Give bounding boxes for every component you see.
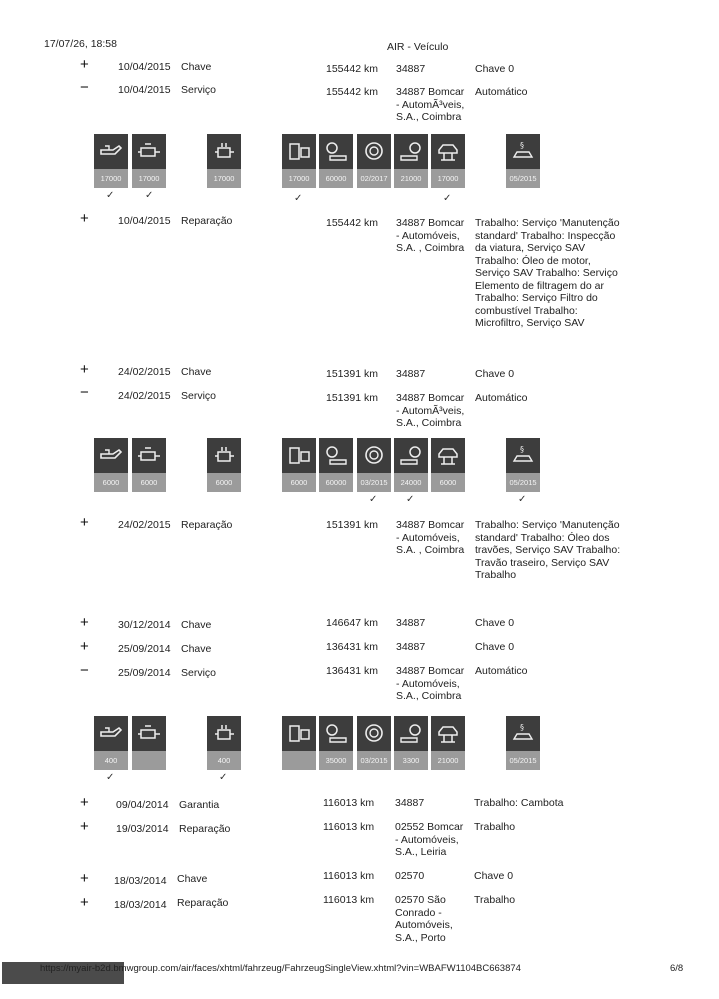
tile-value: 17000 [207,169,241,188]
tile-value: 05/2015 [506,473,540,492]
row-dealer: 02570 São Conrado - Automóveis, S.A., Porto [395,894,453,944]
fuel-pump-icon [282,438,316,472]
expand-toggle[interactable]: + [80,514,89,531]
svg-text:§: § [520,141,524,150]
service-tile-lift [431,134,465,188]
service-tile-oil [94,134,128,188]
row-date: 10/04/2015 [118,61,171,73]
row-mileage: 116013 km [323,894,375,906]
service-tile-fuel-filter [207,134,241,188]
row-detail: Chave 0 [475,641,515,653]
service-tile-lift [431,716,465,770]
row-detail: Trabalho: Serviço 'Manutenção standard' Trabalho: Inspecção da viatura, Serviço SAV Trabalho: Óleo de motor, Serviço SAV Trabalho: Serviço Elemento de filtragem do ar Trabalho: Serviço Filtro do combustível Trabalho: Microfiltro, Serviço SAV [475,217,620,329]
oil-can-icon [94,438,128,472]
check-icon: ✓ [145,190,154,201]
row-date: 25/09/2014 [118,667,171,679]
fuel-filter-icon [207,438,241,472]
fuel-filter-icon [207,134,241,168]
row-type: Serviço [181,667,217,679]
tile-value: 24000 [394,473,428,492]
service-tile-air-filter [132,134,166,188]
vehicle-inspection-icon [506,134,540,168]
row-dealer: 34887 [396,368,426,380]
expand-toggle[interactable]: + [80,894,89,911]
service-tile-oil [94,716,128,770]
expand-toggle[interactable]: + [80,210,89,227]
check-icon: ✓ [106,190,115,201]
tile-value: 6000 [207,473,241,492]
vehicle-lift-icon [431,134,465,168]
service-tile-rear-brake [394,438,428,492]
service-tile-lift [431,438,465,492]
brake-fluid-icon [357,438,391,472]
tile-value: 35000 [319,751,353,770]
row-mileage: 155442 km [326,63,378,75]
row-date: 24/02/2015 [118,519,171,531]
row-type: Reparação [181,215,233,227]
row-date: 10/04/2015 [118,84,171,96]
rear-brake-icon [394,716,428,750]
svg-text:§: § [520,445,524,454]
row-mileage: 151391 km [326,392,378,404]
service-tile-front-brake [319,438,353,492]
row-date: 18/03/2014 [114,899,167,911]
tile-value: 17000 [132,169,166,188]
row-detail: Automático [475,665,528,677]
expand-toggle[interactable]: + [80,818,89,835]
row-type: Chave [177,873,208,885]
row-type: Garantia [179,799,220,811]
row-mileage: 151391 km [326,368,378,380]
row-date: 25/09/2014 [118,643,171,655]
air-filter-icon [132,716,166,750]
row-mileage: 116013 km [323,797,375,809]
service-tile-brake-fluid [357,438,391,492]
air-filter-icon [132,134,166,168]
row-dealer: 02570 [395,870,425,882]
fuel-pump-icon [282,134,316,168]
tile-value: 400 [94,751,128,770]
fuel-pump-icon [282,716,316,750]
tile-value: 05/2015 [506,169,540,188]
tile-value: 05/2015 [506,751,540,770]
row-mileage: 146647 km [326,617,378,629]
row-dealer: 34887 Bomcar - AutomÃ³veis, S.A., Coimbra [396,86,465,123]
row-dealer: 34887 Bomcar - Automóveis, S.A., Coimbra [396,665,465,702]
row-detail: Trabalho [474,894,516,906]
tile-value: 21000 [394,169,428,188]
service-tile-air-filter [132,438,166,492]
service-tile-brake-fluid [357,716,391,770]
row-dealer: 34887 Bomcar - Automóveis, S.A. , Coimbra [396,519,465,556]
row-mileage: 116013 km [323,870,375,882]
tile-value: 21000 [431,751,465,770]
check-icon: ✓ [106,772,115,783]
row-dealer: 34887 Bomcar - Automóveis, S.A. , Coimbra [396,217,465,254]
page-number: 6/8 [670,963,684,974]
row-mileage: 151391 km [326,519,378,531]
collapse-toggle[interactable]: − [80,79,89,96]
row-dealer: 34887 [395,797,425,809]
check-icon: ✓ [294,193,303,204]
page-title: AIR - Veículo [387,41,449,53]
row-type: Reparação [181,519,233,531]
service-tile-air-filter [132,716,166,770]
row-type: Reparação [177,897,229,909]
collapse-toggle[interactable]: − [80,662,89,679]
row-dealer: 34887 [396,641,426,653]
tile-value: 6000 [94,473,128,492]
row-detail: Trabalho [474,821,516,833]
service-tile-fuel-pump [282,716,316,770]
service-tile-fuel-pump [282,438,316,492]
row-detail: Trabalho: Cambota [474,797,564,809]
row-type: Chave [181,61,212,73]
front-brake-icon [319,438,353,472]
service-tile-front-brake [319,134,353,188]
row-detail: Chave 0 [474,870,514,882]
front-brake-icon [319,134,353,168]
row-mileage: 136431 km [326,665,378,677]
tile-value: 400 [207,751,241,770]
oil-can-icon [94,134,128,168]
row-detail: Chave 0 [475,368,515,380]
check-icon: ✓ [518,494,527,505]
check-icon: ✓ [443,193,452,204]
row-dealer: 02552 Bomcar - Automóveis, S.A., Leiria [395,821,464,858]
service-tile-oil [94,438,128,492]
tile-value [132,751,166,770]
row-detail: Chave 0 [475,617,515,629]
row-date: 09/04/2014 [116,799,169,811]
fuel-filter-icon [207,716,241,750]
brake-fluid-icon [357,134,391,168]
rear-brake-icon [394,438,428,472]
vehicle-lift-icon [431,438,465,472]
row-mileage: 155442 km [326,217,378,229]
service-tile-rear-brake [394,134,428,188]
service-tile-inspection [506,134,540,188]
vehicle-inspection-icon [506,716,540,750]
row-dealer: 34887 Bomcar - AutomÃ³veis, S.A., Coimbra [396,392,465,429]
tile-value: 60000 [319,169,353,188]
row-date: 18/03/2014 [114,875,167,887]
row-detail: Automático [475,392,528,404]
front-brake-icon [319,716,353,750]
tile-value: 17000 [431,169,465,188]
row-date: 24/02/2015 [118,366,171,378]
check-icon: ✓ [369,494,378,505]
row-detail: Chave 0 [475,63,515,75]
tile-value: 6000 [132,473,166,492]
expand-toggle[interactable]: + [80,56,89,73]
check-icon: ✓ [406,494,415,505]
service-tile-inspection [506,438,540,492]
service-tile-front-brake [319,716,353,770]
tile-value: 17000 [282,169,316,188]
air-filter-icon [132,438,166,472]
row-date: 24/02/2015 [118,390,171,402]
row-mileage: 116013 km [323,821,375,833]
print-datetime: 17/07/26, 18:58 [44,38,117,50]
row-type: Serviço [181,84,217,96]
tile-value: 6000 [282,473,316,492]
service-tile-fuel-filter [207,716,241,770]
footer-url: https://myair-b2d.bmwgroup.com/air/faces/xhtml/fahrzeug/FahrzeugSingleView.xhtml?vin=WBAFW1104BC663874 [40,963,521,974]
row-date: 30/12/2014 [118,619,171,631]
service-tile-rear-brake [394,716,428,770]
service-tile-fuel-pump [282,134,316,188]
expand-toggle[interactable]: + [80,794,89,811]
rear-brake-icon [394,134,428,168]
oil-can-icon [94,716,128,750]
check-icon: ✓ [219,772,228,783]
tile-value [282,751,316,770]
tile-value: 60000 [319,473,353,492]
row-type: Reparação [179,823,231,835]
row-detail: Automático [475,86,528,98]
expand-toggle[interactable]: + [80,638,89,655]
vehicle-inspection-icon [506,438,540,472]
expand-toggle[interactable]: + [80,361,89,378]
vehicle-lift-icon [431,716,465,750]
row-type: Chave [181,643,212,655]
row-type: Chave [181,366,212,378]
tile-value: 6000 [431,473,465,492]
svg-text:§: § [520,723,524,732]
row-date: 10/04/2015 [118,215,171,227]
row-mileage: 155442 km [326,86,378,98]
brake-fluid-icon [357,716,391,750]
collapse-toggle[interactable]: − [80,384,89,401]
service-tile-fuel-filter [207,438,241,492]
service-tile-brake-fluid [357,134,391,188]
row-type: Serviço [181,390,217,402]
tile-value: 3300 [394,751,428,770]
row-dealer: 34887 [396,63,426,75]
service-tile-inspection [506,716,540,770]
row-date: 19/03/2014 [116,823,169,835]
tile-value: 03/2015 [357,473,391,492]
tile-value: 02/2017 [357,169,391,188]
row-mileage: 136431 km [326,641,378,653]
expand-toggle[interactable]: + [80,614,89,631]
tile-value: 17000 [94,169,128,188]
tile-value: 03/2015 [357,751,391,770]
row-type: Chave [181,619,212,631]
row-dealer: 34887 [396,617,426,629]
row-detail: Trabalho: Serviço 'Manutenção standard' Trabalho: Óleo dos travões, Serviço SAV Trabalho: Travão traseiro, Serviço SAV Trabalho [475,519,621,581]
expand-toggle[interactable]: + [80,870,89,887]
